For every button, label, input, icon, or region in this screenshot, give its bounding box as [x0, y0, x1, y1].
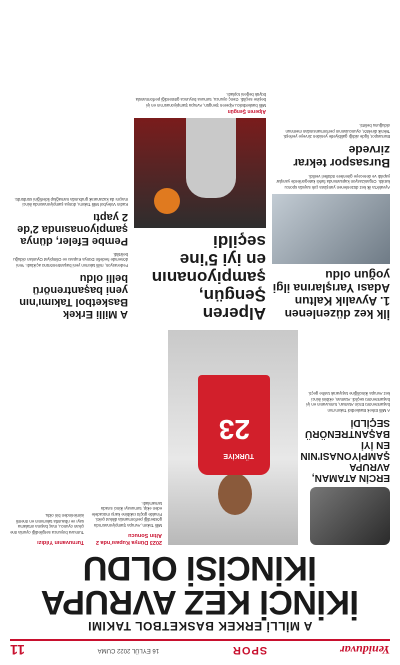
headline-line-1: İKİNCİ KEZ AVRUPA — [41, 583, 359, 621]
top-right-col-2 — [10, 330, 84, 545]
left-story-headline: ERCİN ATAMAN, AVRUPA ŞAMPİYONASI'NIN EN İYİ BAŞANTRENÖRÜ SEÇİLDİ — [300, 417, 390, 483]
top-right-subhead-2: Turnuvanın Yıldızı — [37, 539, 84, 545]
bursaspor-headline: Bursaspor tekrar zirvede — [293, 143, 390, 171]
ayvalik-photo — [272, 194, 390, 264]
page-number: 11 — [10, 642, 25, 658]
top-right-subhead-1: 2023 Dünya Kupası'nda 2 Altın Sonucu — [95, 532, 162, 545]
ayvalik-body: Ayvalık'ta ilk kez düzenlenen yarışlara çok sayıda sporcu katıldı. Organizasyon kapsamında farklı kategorilerde yarışlar yapıldı ve dereceye girenlere ödülleri verildi. — [276, 174, 390, 190]
top-right-columns — [10, 330, 162, 545]
bottom-section — [10, 0, 390, 322]
left-column-story — [300, 330, 390, 545]
top-right-body-1: Milli Takım, Avrupa Şampiyonası'nda gösterdiği performansla dikkat çekti. Finalde güçlü rakibine karşı mücadele eden ekip, turnuvayı ikinci sırada tamamladı. — [91, 501, 162, 528]
top-section — [10, 330, 390, 545]
coach-news-body: Federasyon, milli takımın yeni başantrenörünü açıkladı. Yeni dönemde hedefin Dünya Kupası ve Olimpiyat Oyunları olduğu belirtildi. — [13, 252, 128, 268]
alperen-photo — [134, 118, 266, 228]
volleyball-headline: Pembe Efeler, dünya şampiyonasında 2'de 2 yaptı — [17, 211, 128, 248]
coach-photo — [310, 487, 390, 545]
basketball-icon — [154, 188, 180, 214]
player-silhouette — [186, 118, 236, 198]
issue-date: 16 EYLÜL 2022 CUMA — [97, 647, 160, 653]
top-right-body-2: Turnuva boyunca sergilediği oyunla öne çıkan oyuncu, maç başına ortalama sayı ve ribauntla takımının en önemli isimlerinden biri oldu. — [10, 513, 84, 535]
alperen-caption: Alperen Şengün — [227, 108, 266, 114]
bottom-left-stories — [272, 0, 390, 322]
headline-kicker: A MİLLİ ERKEK BASKETBOL TAKIMI — [87, 619, 313, 633]
main-headline — [10, 551, 390, 633]
jersey-number: 23 — [218, 414, 250, 445]
newspaper-logo: Yeniduvar — [339, 643, 390, 658]
bottom-middle-story — [134, 0, 266, 322]
page-header — [10, 639, 390, 659]
left-story-body: A Milli Erkek Basketbol Takımı'nın başantrenörü Ercin Ataman, turnuvanın en iyi başantrenörü seçildi. Ataman, ekibini ikinci kez Avrupa ikinciliğine taşıyarak tarihe geçti. — [306, 391, 390, 413]
volleyball-body: Kadın Voleybol Milli Takımı, dünya şampiyonasında ikinci maçını da kazanarak grubunda namağlup liderliğini sürdürdü. — [14, 197, 128, 208]
bottom-right-stories — [10, 0, 128, 322]
jersey-team-text: TÜRKİYE — [223, 452, 254, 459]
ayvalik-headline: İlk kez düzenlenen 1. Ayvalık Kaltun Adası Yarışlarına ilgi yoğun oldu — [272, 268, 390, 321]
headline-line-2: İKİNCİSİ OLDU — [83, 549, 317, 587]
headline-title — [10, 551, 390, 619]
alperen-headline: Alperen Şengün, şampiyonanın en iyi 5'ine seçildi — [151, 232, 266, 323]
section-label: SPOR — [231, 644, 268, 656]
coach-news-headline: A Milli Erkek Basketbol Takımı'nın yeni başantrenörü belli oldu — [19, 272, 128, 320]
player-head-shape — [218, 473, 252, 515]
top-right-col-1 — [88, 330, 162, 545]
main-player-photo — [168, 330, 298, 545]
bursaspor-body: Bursaspor, ligde aldığı galibiyetle yeniden zirveye yerleşti. Teknik direktör, oyuncularının performansından memnun olduğunu belirtti. — [282, 123, 390, 140]
alperen-body: Milli basketbolcu Alperen Şengün, Avrupa Şampiyonası'nın en iyi beşine seçildi. Genç oyuncu, turnuva boyunca gösterdiği performansla büyük beğeni topladı. — [135, 92, 266, 108]
